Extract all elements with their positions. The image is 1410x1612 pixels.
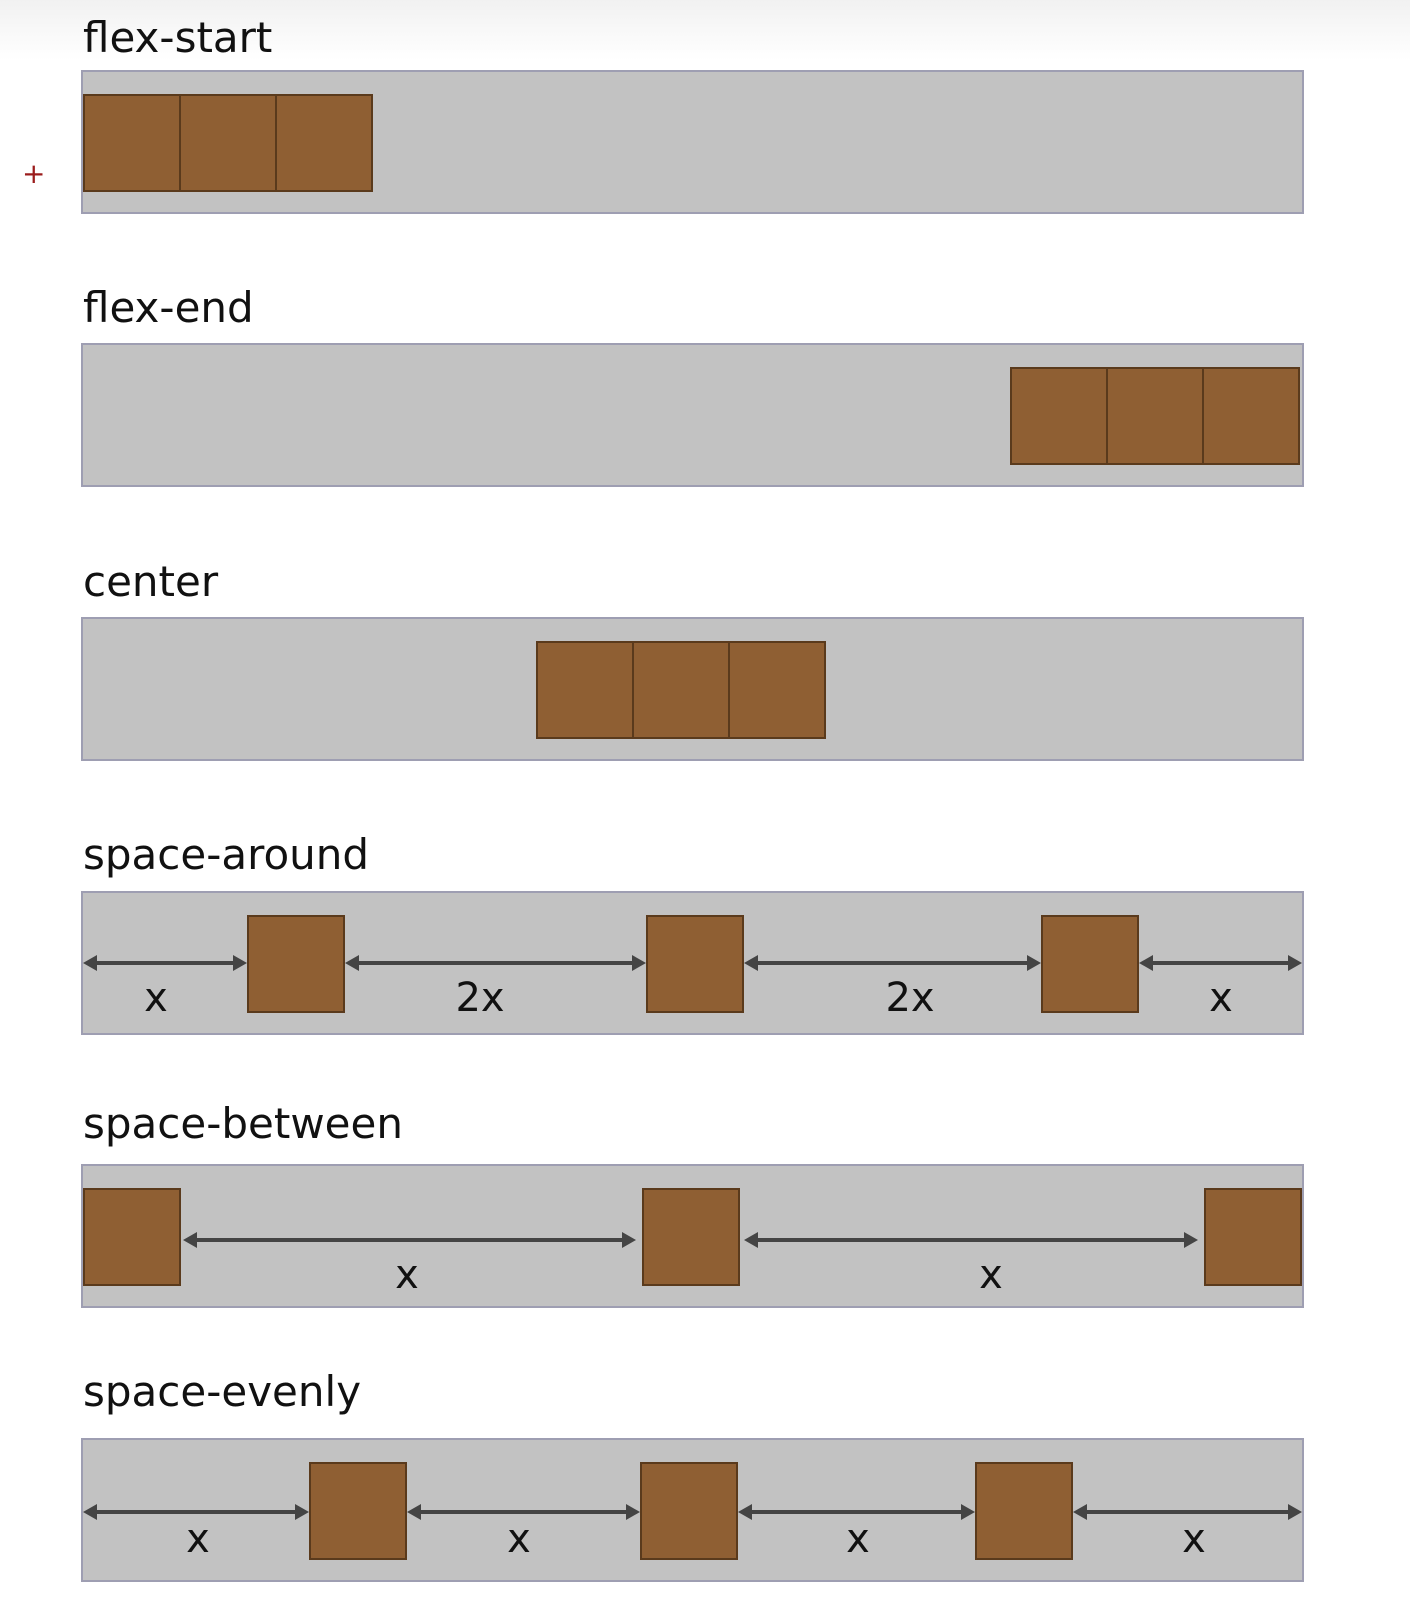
- flex-container-space-around: [81, 891, 1304, 1035]
- gap-arrows: [83, 893, 1306, 1037]
- gap-label: x: [507, 1516, 531, 1562]
- gap-arrow-1: [83, 1504, 309, 1562]
- gap-label: x: [979, 1252, 1003, 1298]
- section-title-space-between: space-between: [83, 1099, 403, 1148]
- flex-item-1: [1010, 367, 1108, 465]
- gap-arrow-2: [744, 1232, 1198, 1298]
- flex-container-center: [81, 617, 1304, 761]
- flex-item-2: [1106, 367, 1204, 465]
- section-title-flex-end: flex-end: [83, 283, 254, 332]
- gap-arrow-1: [83, 955, 247, 1021]
- section-title-space-evenly: space-evenly: [83, 1367, 362, 1416]
- gap-label: 2x: [885, 975, 935, 1021]
- gap-label: x: [1182, 1516, 1206, 1562]
- gap-arrow-4: [1139, 955, 1302, 1021]
- gap-arrow-2: [345, 955, 646, 1021]
- gap-arrows: [83, 1166, 1306, 1310]
- gap-label: x: [144, 975, 168, 1021]
- section-title-center: center: [83, 557, 219, 606]
- gap-arrow-2: [407, 1504, 640, 1562]
- gap-arrow-1: [183, 1232, 636, 1298]
- flex-item-3: [1202, 367, 1300, 465]
- flex-item-2: [179, 94, 277, 192]
- gap-arrow-4: [1073, 1504, 1302, 1562]
- gap-arrow-3: [744, 955, 1041, 1021]
- gap-label: x: [395, 1252, 419, 1298]
- flex-item-1: [83, 94, 181, 192]
- flex-container-space-between: [81, 1164, 1304, 1308]
- gap-label: x: [1209, 975, 1233, 1021]
- flex-container-flex-start: [81, 70, 1304, 214]
- section-title-flex-start: flex-start: [83, 13, 273, 62]
- flex-item-2: [632, 641, 730, 739]
- gap-arrow-3: [738, 1504, 975, 1562]
- gap-arrows: [83, 1440, 1306, 1584]
- gap-label: x: [846, 1516, 870, 1562]
- gap-label: x: [186, 1516, 210, 1562]
- flex-item-3: [728, 641, 826, 739]
- flex-container-space-evenly: [81, 1438, 1304, 1582]
- cursor-plus-icon: +: [22, 157, 46, 190]
- gap-label: 2x: [455, 975, 505, 1021]
- flex-item-3: [275, 94, 373, 192]
- flex-item-1: [536, 641, 634, 739]
- section-title-space-around: space-around: [83, 830, 370, 879]
- flex-container-flex-end: [81, 343, 1304, 487]
